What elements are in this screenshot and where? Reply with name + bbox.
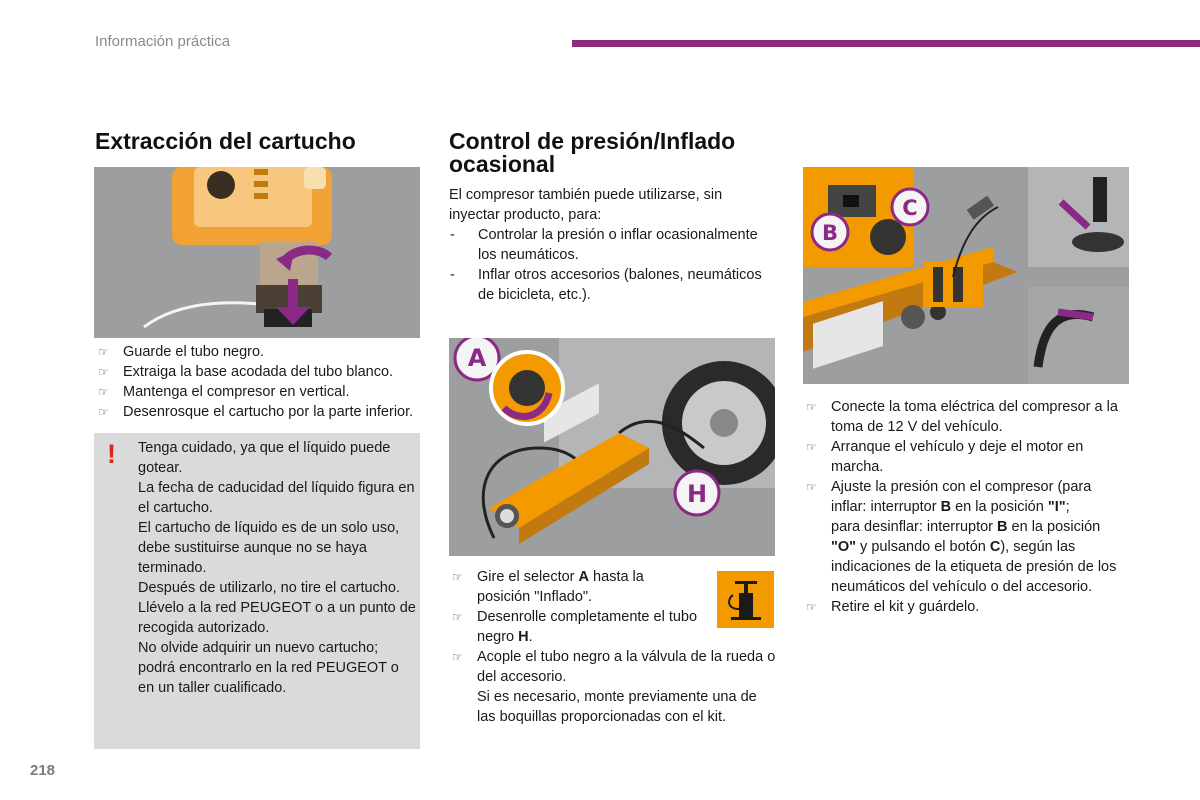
section-label: Información práctica [95, 33, 231, 50]
list-item: ☞ Guarde el tubo negro. [98, 344, 265, 360]
pointing-hand-icon: ☞ [98, 385, 109, 399]
warning-paragraph: El cartucho de líquido es de un solo uso, debe sustituirse aunque no se haya terminado. [138, 520, 400, 576]
page-number: 218 [30, 762, 56, 779]
tire-pump-icon [717, 571, 774, 628]
warning-paragraph: La fecha de caducidad del líquido figura en el cartucho. [138, 480, 415, 516]
warning-paragraph: Tenga cuidado, ya que el líquido puede gotear. [138, 440, 391, 476]
title-cartridge-removal: Extracción del cartucho [95, 128, 356, 154]
cartridge-steps-list [95, 342, 425, 422]
pointing-hand-icon: ☞ [806, 600, 817, 614]
warning-panel [94, 433, 420, 749]
pointing-hand-icon: ☞ [98, 405, 109, 419]
pointing-hand-icon: ☞ [452, 650, 463, 664]
list-item: ☞ Conecte la toma eléctrica del compresor a la toma de 12 V del vehículo. [806, 399, 1118, 435]
callout-label-b: B [821, 221, 839, 245]
cartridge-removal-illustration [94, 167, 420, 338]
switch-steps-list [803, 397, 1129, 617]
list-item: ☞ Gire el selector A hasta la posición "Inflado". [452, 569, 644, 605]
callout-label-h: H [686, 480, 708, 508]
pointing-hand-icon: ☞ [806, 480, 817, 494]
list-item: - Inflar otros accesorios (balones, neumáticos de bicicleta, etc.). [478, 265, 769, 305]
title-pressure-control: Control de presión/Inflado ocasional [449, 128, 736, 177]
list-item: ☞ Mantenga el compresor en vertical. [98, 384, 350, 400]
warning-paragraph: No olvide adquirir un nuevo cartucho; podrá encontrarlo en la red PEUGEOT o en un taller cualificado. [138, 640, 399, 696]
compressor-inflation-illustration [449, 338, 775, 556]
intro-text: El compresor también puede utilizarse, sin inyectar producto, para: [449, 187, 723, 223]
list-item: - Controlar la presión o inflar ocasionalmente los neumáticos. [478, 225, 769, 265]
header-accent-bar [572, 40, 1200, 47]
list-item: ☞ Retire el kit y guárdelo. [806, 599, 980, 615]
intro-block [449, 185, 769, 305]
list-item: ☞ Acople el tubo negro a la válvula de la rueda o del accesorio. Si es necesario, monte previamente una de las boquillas proporcionadas con el kit. [452, 649, 776, 725]
warning-text [138, 438, 416, 698]
warning-paragraph: Después de utilizarlo, no tire el cartucho. Llévelo a la red PEUGEOT o a un punto de recogida autorizado. [138, 580, 416, 636]
list-item: ☞ Ajuste la presión con el compresor (para inflar: interruptor B en la posición "I"; para desinflar: interruptor B en la posición "O" y pulsando el botón C), según las indicaciones de la etiqueta de presión de los neumáticos del vehículo o del accesorio. [806, 479, 1117, 595]
list-item: ☞ Arranque el vehículo y deje el motor en marcha. [806, 439, 1084, 475]
pointing-hand-icon: ☞ [806, 400, 817, 414]
pointing-hand-icon: ☞ [806, 440, 817, 454]
pointing-hand-icon: ☞ [98, 365, 109, 379]
compressor-switch-illustration [803, 167, 1129, 384]
list-item: ☞ Extraiga la base acodada del tubo blanco. [98, 364, 394, 380]
callout-label-c: C [902, 196, 918, 220]
callout-label-a: A [467, 344, 487, 372]
warning-exclamation-icon: ! [107, 439, 116, 469]
list-item: ☞ Desenrosque el cartucho por la parte inferior. [98, 404, 414, 420]
pointing-hand-icon: ☞ [98, 345, 109, 359]
uses-list [449, 225, 769, 305]
list-item: ☞ Desenrolle completamente el tubo negro H. [452, 609, 698, 645]
pointing-hand-icon: ☞ [452, 610, 463, 624]
pointing-hand-icon: ☞ [452, 570, 463, 584]
